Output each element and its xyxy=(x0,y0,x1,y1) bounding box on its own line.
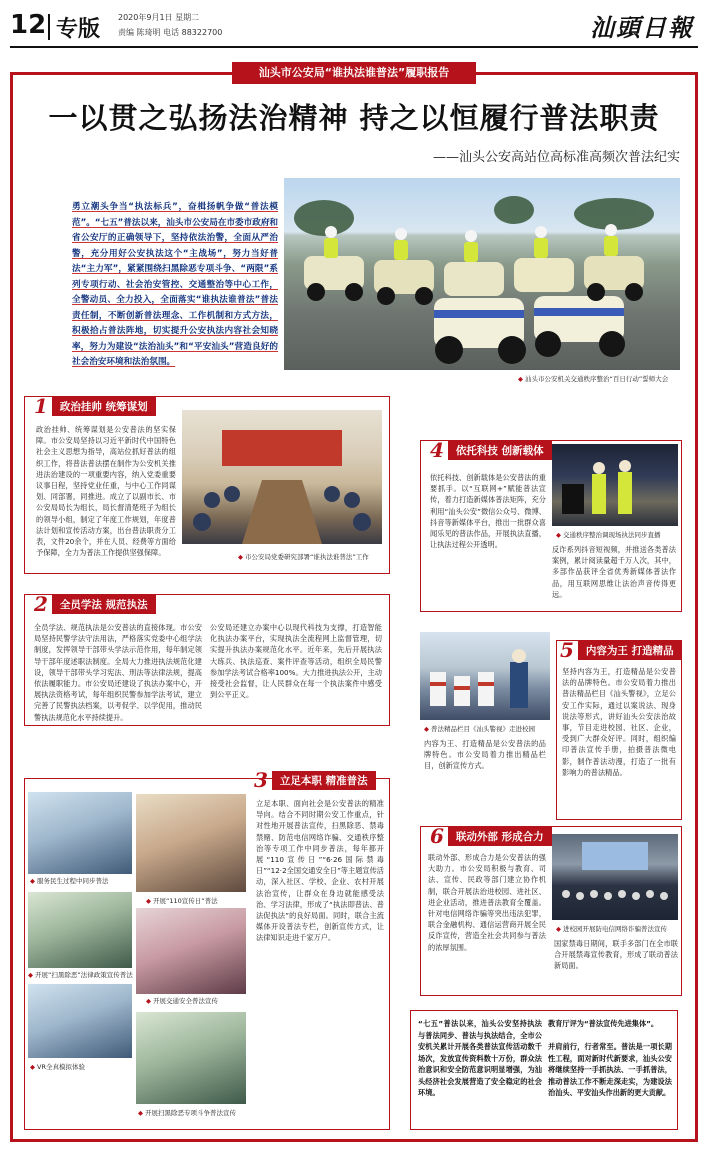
section-5-number: 5 xyxy=(560,638,574,662)
section-4-photo xyxy=(552,444,678,526)
main-photo-caption: ◆ 汕头市公安机关交通秩序整治“百日行动”誓师大会 xyxy=(518,374,668,383)
section-4-number: 4 xyxy=(430,438,444,462)
closing-column-1: “七五”普法以来，汕头公安坚持执法与普法同步、普法与执法结合，全市公安机关累计开展各类普法宣传活动数千场次，发放宣传资料数十万份，群众法治意识和安全防范意识明显增强，为汕头经济社会发展营造了安全稳定的社会环境。 xyxy=(418,1019,542,1097)
section-3-caption-f: ◆ 开展扫黑除恶专项斗争普法宣传 xyxy=(138,1108,236,1117)
lead-paragraph: 勇立潮头争当“执法标兵”，奋楫扬帆争做“普法模范”。“七五”普法以来，汕头市公安局在市委市政府和省公安厅的正确领导下，坚持依法治警，全面从严治警，充分用好公安执法这个“主战场”，努力当好普法“主力军”，紧紧围绕扫黑除恶专项斗争、“两限”系列专项行动、社会治安管控、交通整治等中心工作，全警动员、全力投入，全面落实“谁执法谁普法”普法责任制，不断创新普法理念、工作机制和方式方法，积极拾占普法阵地，切实提升公安执法内容社会知晓率，努力为建设“法治汕头”和“平安汕头”营造良好的社会治安环境和法治氛围。 xyxy=(72,202,279,367)
section-3-number: 3 xyxy=(254,768,268,792)
masthead-rule xyxy=(10,46,698,48)
section-2-label: 全员学法 规范执法 xyxy=(52,595,156,614)
section-2-title xyxy=(34,594,156,614)
closing-column-2: 教育厅评为“普法宣传先进集体”。 并肩前行，行者常至。普法是一项长期性工程，面对新时代新要求，汕头公安将继续坚持一手抓执法、一手抓普法，推动普法工作不断走深走实，为建设法治汕头、平安汕头作出新的更大贡献。 xyxy=(548,1019,672,1097)
section-6-photo xyxy=(552,834,678,920)
section-5-label: 内容为王 打造精品 xyxy=(578,641,682,660)
subhead: ——汕头公安高站位高标准高频次普法纪实 xyxy=(432,150,680,165)
headline: 一以贯之弘扬法治精神 持之以恒履行普法职责 xyxy=(48,101,660,135)
section-3-caption-b: ◆ 开展“110宣传日”普法 xyxy=(146,896,218,905)
section-6-title xyxy=(430,826,552,846)
section-4-label: 依托科技 创新载体 xyxy=(448,441,552,460)
livestream-illustration xyxy=(552,444,678,526)
section-4-title xyxy=(430,440,552,460)
issue-date: 2020年9月1日 星期二 xyxy=(118,13,200,22)
section-3-photo-f xyxy=(136,1012,246,1104)
section-3-text: 立足本职、面向社会是公安普法的精准导向。结合不同时期公安工作重点，针对性地开展普法宣传，扫黑除恶、禁毒禁赌、防范电信网络诈骗、交通秩序整治等专项工作中同步普法，每年都开展“110宣传日”“6·26国际禁毒日”“12·2全国交通安全日”等主题宣传活动，深入社区、学校、企业、农村开展法治宣传，让群众在身边就能感受法治、学习法律，形成了“执法即普法、普法促执法”的良好局面。同时，联合主流媒体开设普法专栏，创新宣传方式，让法律知识走进千家万户。 xyxy=(256,799,384,943)
section-5-text-a: 内容为王、打造精品是公安普法的品牌特色。市公安局着力推出精品栏目，创新宣传方式。 xyxy=(424,739,546,771)
section-6-number: 6 xyxy=(430,824,444,848)
section-3-label: 立足本职 精准普法 xyxy=(272,771,376,790)
section-6-photo-caption: ◆ 进校园开展防电信网络诈骗普法宣传 xyxy=(556,924,667,933)
section-2-text-2: 公安局还建立办案中心以现代科技为支撑，打造智能化执法办案平台，实现执法全流程网上监督管理，切实提升执法办案规范化水平。近年来，先后开展执法大练兵、执法巡查、案件评查等活动，组织全局民警参加学法考试合格率100%。大力推进执法公开，主动接受社会监督，让人民群众在每一个执法案件中感受到公平正义。 xyxy=(210,623,382,700)
masthead-divider xyxy=(48,14,50,40)
section-3-title xyxy=(254,770,376,790)
meeting-room-illustration xyxy=(182,410,382,544)
section-3-photo-a xyxy=(28,792,132,874)
section-3-caption-d: ◆ 开展交通安全普法宣传 xyxy=(146,996,218,1005)
section-6-text-2: 国家禁毒日期间，联手多部门在全市联合开展禁毒宣传教育，形成了联动普法新局面。 xyxy=(554,939,678,971)
section-2-number: 2 xyxy=(34,592,48,616)
section-4-text: 依托科技、创新载体是公安普法的重要抓手。以“互联网+”赋能普法宣传，着力打造新媒体普法矩阵，充分利用“汕头公安”微信公众号、微博、抖音等新媒体平台，推出一批群众喜闻乐见的普法作品，开展执法直播，让执法过程公开透明。 xyxy=(430,473,546,550)
section-6-label: 联动外部 形成合力 xyxy=(448,827,552,846)
report-banner: 汕头市公安局“谁执法谁普法”履职报告 xyxy=(232,62,476,84)
section-1-number: 1 xyxy=(34,394,48,418)
section-4-text-2: 反诈系列抖音短视频，并推送各类普法案例，累计阅读量超千万人次，其中，多部作品获评全省优秀新媒体普法作品，用互联网思维让法治声音传得更远。 xyxy=(552,545,676,599)
section-1-photo xyxy=(182,410,382,544)
section-3-photo-d xyxy=(136,908,246,994)
section-3-caption-a: ◆ 服务民生过程中同步普法 xyxy=(30,876,109,885)
section-4-photo-caption: ◆ 交通秩序整治调现场执法同步直播 xyxy=(556,530,661,539)
section-2-text: 全员学法、规范执法是公安普法的直接体现。市公安局坚持民警学法守法用法，严格落实党委中心组学法制度，发挥领导干部带头学法示范作用，每年制定领导干部年度述职法制度。全局大力推进执法规范化建设，领导干部带头学习宪法、刑法等法律法规，提高依法履职能力。市公安局还建设了执法办案中心，开展执法资格考试，每年组织民警参加学法考试，建立完善了民警执法档案，以考促学、以学促用，推动民警执法规范化水平持续提升。 xyxy=(34,623,202,722)
section-1-photo-caption: ◆ 市公安局党委研究部署“谁执法谁普法”工作 xyxy=(238,552,369,561)
section-5-photo xyxy=(420,632,550,720)
section-1-title xyxy=(34,396,156,416)
section-3-caption-e: ◆ VR全真模拟体验 xyxy=(30,1062,85,1071)
section-3-photo-b xyxy=(136,794,246,892)
section-1-text: 政治挂帅、统筹谋划是公安普法的坚实保障。市公安局坚持以习近平新时代中国特色社会主义思想为指导，高站位抓好普法的组织工作，将普法普法摆在制作为公安机关推进法治建设的一项重要内容，纳入党委重要议事日程，坚持党业任重，与中心工作同谋划、同部署，同推进。成立了以副市长、市公安局局长为组长，局长督清楚班子为组长的领导小组，制定了年度工作规划，年度普法计划和宣传活动方案，出台普法职责分工表，文件20余个，并在人员、经费等方面给予保障，全力为普法工作提供坚强保障。 xyxy=(36,425,176,558)
masthead xyxy=(0,0,708,56)
section-3-photo-c xyxy=(28,892,132,968)
editor-line: 责编 陈琦明 电话 88322700 xyxy=(118,28,223,37)
main-photo xyxy=(284,178,680,370)
section-6-text: 联动外部、形成合力是公安普法的强大助力。市公安局积极与教育、司法、宣传、民政等部门建立协作机制，联合开展法治进校园、进社区、进企业活动，推进普法教育全覆盖。针对电信网络诈骗等突出违法犯罪，联合金融机构、通信运营商开展全民反诈宣传，营造全社会共同参与普法的浓厚氛围。 xyxy=(428,853,546,952)
section-1-label: 政治挂帅 统筹谋划 xyxy=(52,397,156,416)
section-name: 专版 xyxy=(56,17,101,42)
school-visit-illustration xyxy=(420,632,550,720)
section-3-caption-c: ◆ 开展“扫黑除恶”法律政策宣传普法 xyxy=(28,970,133,979)
page-number: 12 xyxy=(10,10,47,40)
section-5-title xyxy=(560,640,682,660)
section-3-photo-e xyxy=(28,984,132,1058)
section-5-text: 坚持内容为王，打造精品是公安普法的品牌特色。市公安局着力推出普法精品栏目《汕头警视》，立足公安工作实际，通过以案说法、现身说法等形式，讲好汕头公安法治故事，节目走进校园、社区、企业，受到广大群众好评。同时，组织编印普法宣传手册，拍摄普法微电影，制作普法动漫，打造了一批有影响力的普法精品。 xyxy=(562,667,676,777)
section-5-photo-caption: ◆ 普法精品栏目《汕头警视》走进校园 xyxy=(424,724,535,733)
newspaper-logo: 汕頭日報 xyxy=(590,13,694,42)
motorcycle-parade-illustration xyxy=(284,178,680,370)
lecture-hall-illustration xyxy=(552,834,678,920)
